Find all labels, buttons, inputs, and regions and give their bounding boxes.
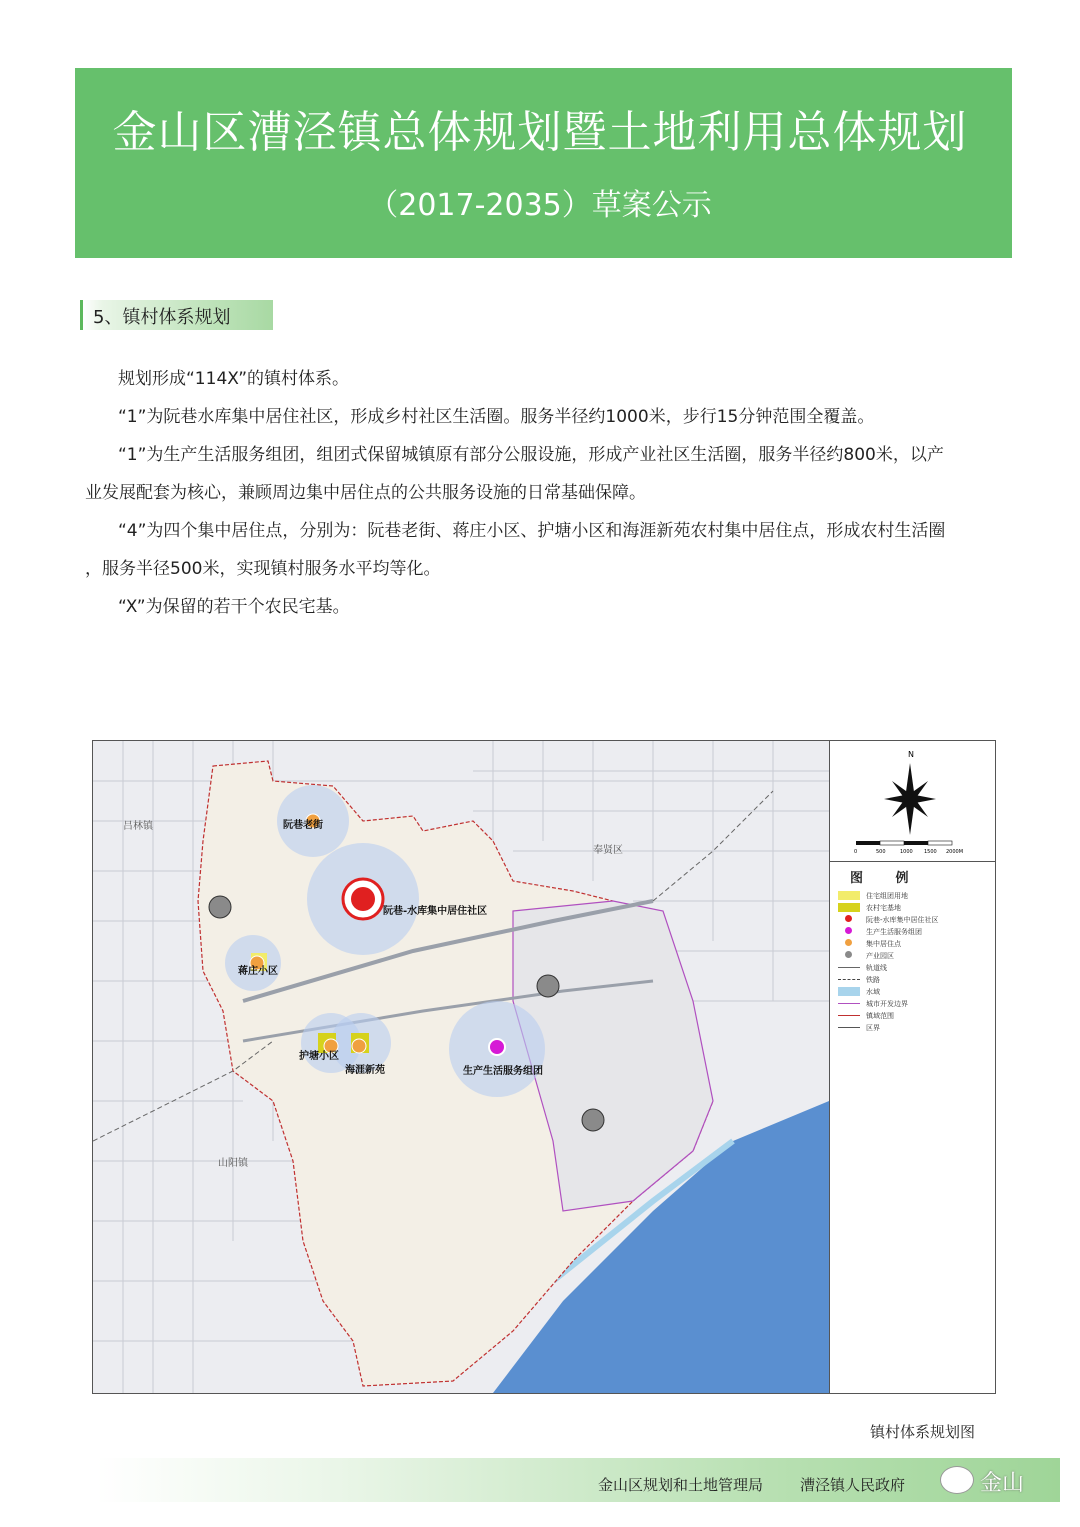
legend-divider <box>830 861 995 862</box>
label-fengxian: 奉贤区 <box>593 845 623 856</box>
marker-industry-south <box>582 1109 604 1131</box>
scale-bar <box>856 841 952 845</box>
compass-and-scale <box>830 741 995 861</box>
paragraph-1b-line1: “1”为生产生活服务组团，组团式保留城镇原有部分公服设施，形成产业社区生活圈，服务半径约800米，以产 <box>118 445 944 465</box>
paragraph-1a: “1”为阮巷水库集中居住社区，形成乡村社区生活圈。服务半径约1000米，步行15分钟范围全覆盖。 <box>118 407 875 427</box>
footer-org-government: 漕泾镇人民政府 <box>800 1476 906 1494</box>
label-hutang: 护塘小区 <box>299 1051 339 1062</box>
compass-rose-icon <box>884 763 936 835</box>
section-heading-text: 5、镇村体系规划 <box>93 307 231 328</box>
label-lulin: 吕林镇 <box>123 821 153 832</box>
legend-swatch <box>845 939 852 946</box>
label-ruanxiang-laojie: 阮巷老街 <box>283 820 323 831</box>
label-jiangzhuang: 蒋庄小区 <box>238 966 278 977</box>
footer-org-planning: 金山区规划和土地管理局 <box>598 1476 764 1494</box>
legend-swatch <box>845 927 852 934</box>
legend-label: 产业园区 <box>866 952 894 960</box>
scale-label-0: 0 <box>854 849 858 855</box>
paragraph-4-line2: ，服务半径500米，实现镇村服务水平均等化。 <box>85 559 441 579</box>
legend-swatch <box>838 1015 860 1016</box>
paragraph-intro: 规划形成“114X”的镇村体系。 <box>118 369 350 389</box>
paragraph-4-line1: “4”为四个集中居住点，分别为：阮巷老街、蒋庄小区、护塘小区和海涯新苑农村集中居住点，形成农村生活圈 <box>118 521 946 541</box>
legend-swatch <box>838 903 860 912</box>
legend-label: 轨道线 <box>866 964 887 972</box>
scale-label-1500: 1500 <box>924 849 937 855</box>
legend-panel <box>830 741 995 1393</box>
legend-swatch <box>838 987 860 996</box>
marker-industry-north <box>537 975 559 997</box>
legend-swatch <box>838 967 860 968</box>
label-service-group: 生产生活服务组团 <box>463 1066 543 1077</box>
paragraph-x: “X”为保留的若干个农民宅基。 <box>118 597 350 617</box>
legend-swatch <box>845 915 852 922</box>
marker-service-group <box>489 1039 505 1055</box>
legend-label: 生产生活服务组团 <box>866 928 922 936</box>
legend-label: 住宅组团用地 <box>866 892 908 900</box>
section-heading <box>80 300 273 330</box>
legend-swatch <box>838 979 860 980</box>
map-area <box>93 741 830 1393</box>
page-title: 金山区漕泾镇总体规划暨土地利用总体规划 <box>112 107 968 158</box>
label-shanyang: 山阳镇 <box>218 1158 248 1169</box>
page-subtitle: （2017-2035）草案公示 <box>368 188 712 223</box>
legend-label: 镇域范围 <box>866 1012 894 1020</box>
legend-label: 铁路 <box>866 976 880 984</box>
scale-label-1000: 1000 <box>900 849 913 855</box>
watermark: 金山 <box>980 1471 1025 1496</box>
scale-label-500: 500 <box>876 849 886 855</box>
legend-swatch <box>838 1027 860 1028</box>
legend-swatch <box>845 951 852 958</box>
legend-label: 城市开发边界 <box>866 1000 908 1008</box>
legend-label: 集中居住点 <box>866 940 901 948</box>
legend-swatch <box>838 1003 860 1004</box>
marker-industry-west <box>209 896 231 918</box>
map-frame <box>92 740 996 1394</box>
label-haiya: 海涯新苑 <box>345 1065 385 1076</box>
legend-swatch <box>838 891 860 900</box>
scale-label-2000: 2000M <box>946 849 964 855</box>
label-ruanxiang-shuiku: 阮巷-水库集中居住社区 <box>383 906 488 917</box>
footer-band <box>96 1458 1060 1502</box>
compass-n: N <box>908 750 914 759</box>
marker-ruanxiang-shuiku <box>351 887 375 911</box>
legend-label: 区界 <box>866 1024 880 1032</box>
legend-title: 图 例 <box>850 871 923 886</box>
wechat-icon <box>940 1466 974 1494</box>
paragraph-1b-line2: 业发展配套为核心，兼顾周边集中居住点的公共服务设施的日常基础保障。 <box>85 483 646 503</box>
legend-label: 水域 <box>866 988 880 996</box>
map-caption: 镇村体系规划图 <box>870 1423 976 1441</box>
legend-label: 阮巷-水库集中居住社区 <box>866 916 939 924</box>
marker-haiya <box>352 1039 366 1053</box>
town-map <box>93 741 829 1393</box>
legend-label: 农村宅基地 <box>866 904 901 912</box>
